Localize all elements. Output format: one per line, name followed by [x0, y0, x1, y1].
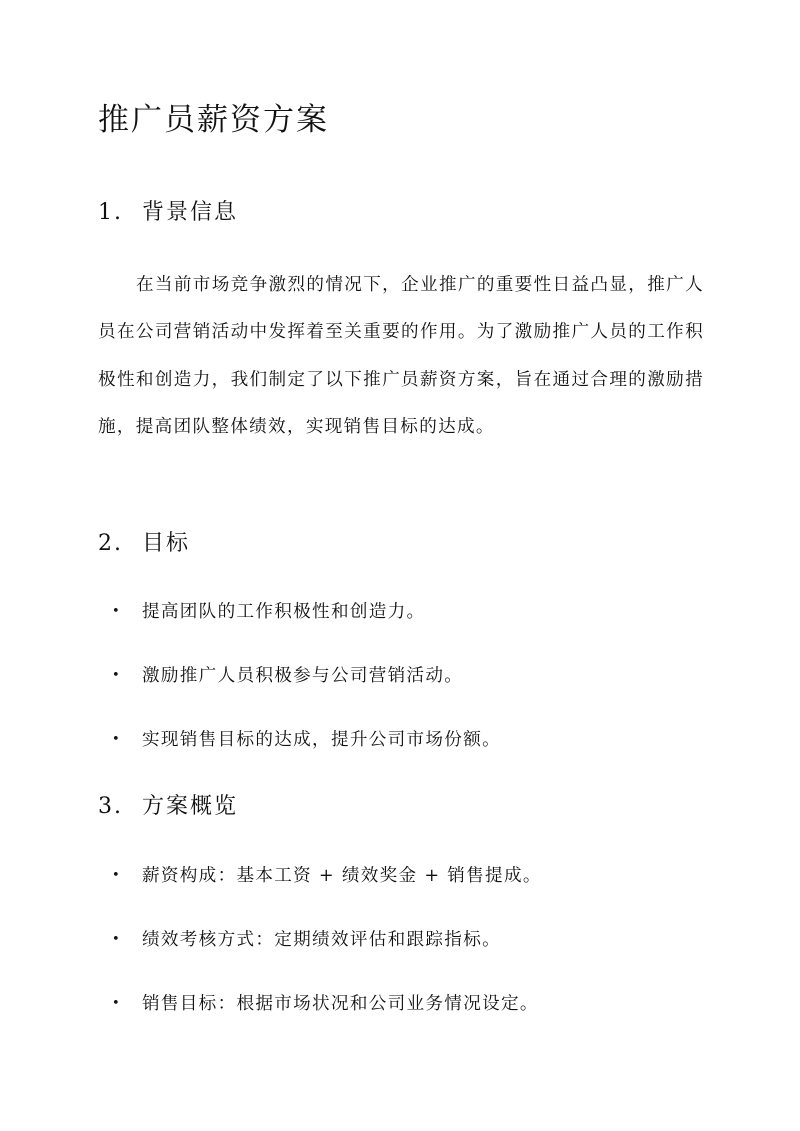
- bullet-icon: •: [112, 668, 121, 683]
- bullet-icon: •: [112, 932, 121, 947]
- list-item: [112, 989, 542, 1053]
- bullet-icon: •: [112, 868, 121, 883]
- goals-list: [112, 597, 501, 789]
- document-title: 推广员薪资方案: [98, 102, 329, 138]
- section-heading-background: [98, 196, 238, 230]
- list-item-text: 实现销售目标的达成，提升公司市场份额。: [142, 730, 501, 750]
- section-heading-overview: [98, 790, 238, 824]
- section-number: 1.: [98, 200, 123, 225]
- list-item: [112, 725, 501, 789]
- overview-list: [112, 861, 542, 1053]
- bullet-icon: •: [112, 996, 121, 1011]
- list-item: [112, 597, 501, 661]
- section-number: 2.: [98, 531, 123, 556]
- list-item: [112, 861, 542, 925]
- list-item-text: 激励推广人员积极参与公司营销活动。: [142, 666, 464, 686]
- list-item: [112, 925, 542, 989]
- bullet-icon: •: [112, 604, 121, 619]
- list-item-text: 提高团队的工作积极性和创造力。: [142, 602, 426, 622]
- list-item-text: 薪资构成：基本工资 + 绩效奖金 + 销售提成。: [142, 866, 542, 886]
- list-item-text: 销售目标：根据市场状况和公司业务情况设定。: [142, 994, 539, 1014]
- section-number: 3.: [98, 794, 123, 819]
- section-heading-goals: [98, 527, 190, 561]
- section-title: 目标: [142, 531, 191, 556]
- list-item-text: 绩效考核方式：定期绩效评估和跟踪指标。: [142, 930, 501, 950]
- section-title: 背景信息: [142, 200, 239, 225]
- section-title: 方案概览: [142, 794, 239, 819]
- background-paragraph: 在当前市场竞争激烈的情况下，企业推广的重要性日益凸显，推广人员在公司营销活动中发挥着至关重要的作用。为了激励推广人员的工作积极性和创造力，我们制定了以下推广员薪资方案，旨在通过合理的激励措施，提高团队整体绩效，实现销售目标的达成。: [98, 275, 704, 438]
- list-item: [112, 661, 501, 725]
- bullet-icon: •: [112, 732, 121, 747]
